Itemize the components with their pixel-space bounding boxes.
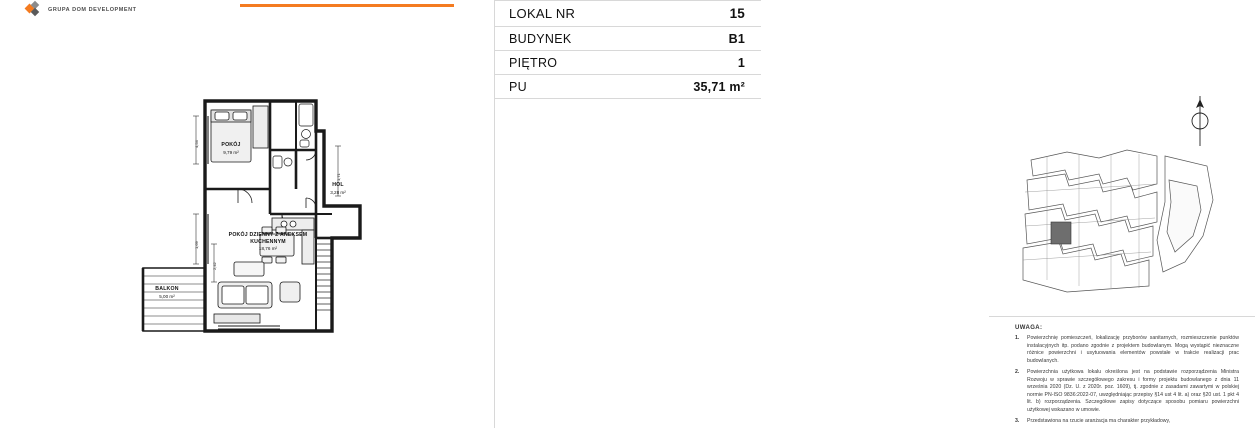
info-value-budynek: B1: [728, 31, 745, 46]
info-value-lokal: 15: [729, 6, 745, 21]
dimension-2: 1,69: [194, 241, 199, 249]
info-value-pietro: 1: [737, 55, 745, 70]
info-row-budynek: [495, 27, 761, 51]
room-label-balkon: BALKON 5,00 m²: [155, 286, 179, 299]
apartment-floorplan: [110, 86, 410, 356]
room-label-pokoj: POKÓJ 9,79 m²: [221, 142, 241, 155]
note-item: [1015, 335, 1239, 365]
note-item: [1015, 369, 1239, 414]
info-row-lokal: [495, 0, 761, 27]
compass-north-icon: [1183, 96, 1217, 146]
dimension-1: 4,54: [194, 140, 199, 148]
room-label-pokoj-dzienny: POKÓJ DZIENNY Z ANEKSEM KUCHENNYM 18,76 m²: [228, 232, 308, 251]
info-label-budynek: BUDYNEK: [509, 31, 572, 46]
dimension-3: 1,71: [336, 173, 341, 181]
info-panel: [494, 0, 1239, 428]
note-number: 1.: [1015, 335, 1020, 341]
notes-title: UWAGA:: [1015, 325, 1043, 331]
brand-logo: [26, 0, 137, 20]
note-text: Powierzchnia użytkowa lokalu określona jest na podstawie rozporządzenia Ministra Rozwoju w sprawie szczegółowego zakresu i formy projektu budowlanego z dnia 11 września 2020 (Dz. U. z 2020r. poz. 1609), tj. zgodnie z zasadami zawartymi w polskiej normie PN-ISO 9836:2022-07, uwzględniając przepisy §14 ust 4 lit. a) oraz §20 ust. 1 pkt 4 lit. b) rozporządzenia. Szczegółowe zapisy dotyczące sposobu pomiaru powierzchni użytkowej wskazano w umowie.: [1027, 369, 1239, 413]
info-row-pu: [495, 75, 761, 99]
note-number: 3.: [1015, 418, 1020, 425]
accent-rule: [240, 4, 454, 7]
info-value-pu: 35,71 m²: [693, 79, 745, 94]
info-table: [495, 0, 761, 99]
info-row-pietro: [495, 51, 761, 75]
notes-section: [989, 316, 1255, 428]
dimension-4: 2,42: [212, 262, 217, 270]
brand-name: GRUPA DOM DEVELOPMENT: [48, 7, 137, 13]
info-label-pu: PU: [509, 79, 527, 94]
note-item: [1015, 418, 1239, 426]
info-label-pietro: PIĘTRO: [509, 55, 558, 70]
note-number: 2.: [1015, 369, 1020, 376]
site-keyplan-icon: [1007, 140, 1227, 300]
diamond-logo-icon: [26, 2, 42, 18]
info-label-lokal: LOKAL NR: [509, 6, 576, 21]
room-label-hol: HOL 3,28 m²: [330, 182, 346, 195]
note-text: Powierzchnię pomieszczeń, lokalizację przyborów sanitarnych, rozmieszczenie punktów instalacyjnych itp. podano zgodnie z projektem budowlanym. Mogą wystąpić nieznaczne różnice powierzchni i usytuowania elementów powstałe w trakcie realizacji prac budowlanych.: [1027, 335, 1239, 364]
note-text: Przedstawiona na rzucie aranżacja ma charakter przykładowy,: [1027, 418, 1171, 425]
